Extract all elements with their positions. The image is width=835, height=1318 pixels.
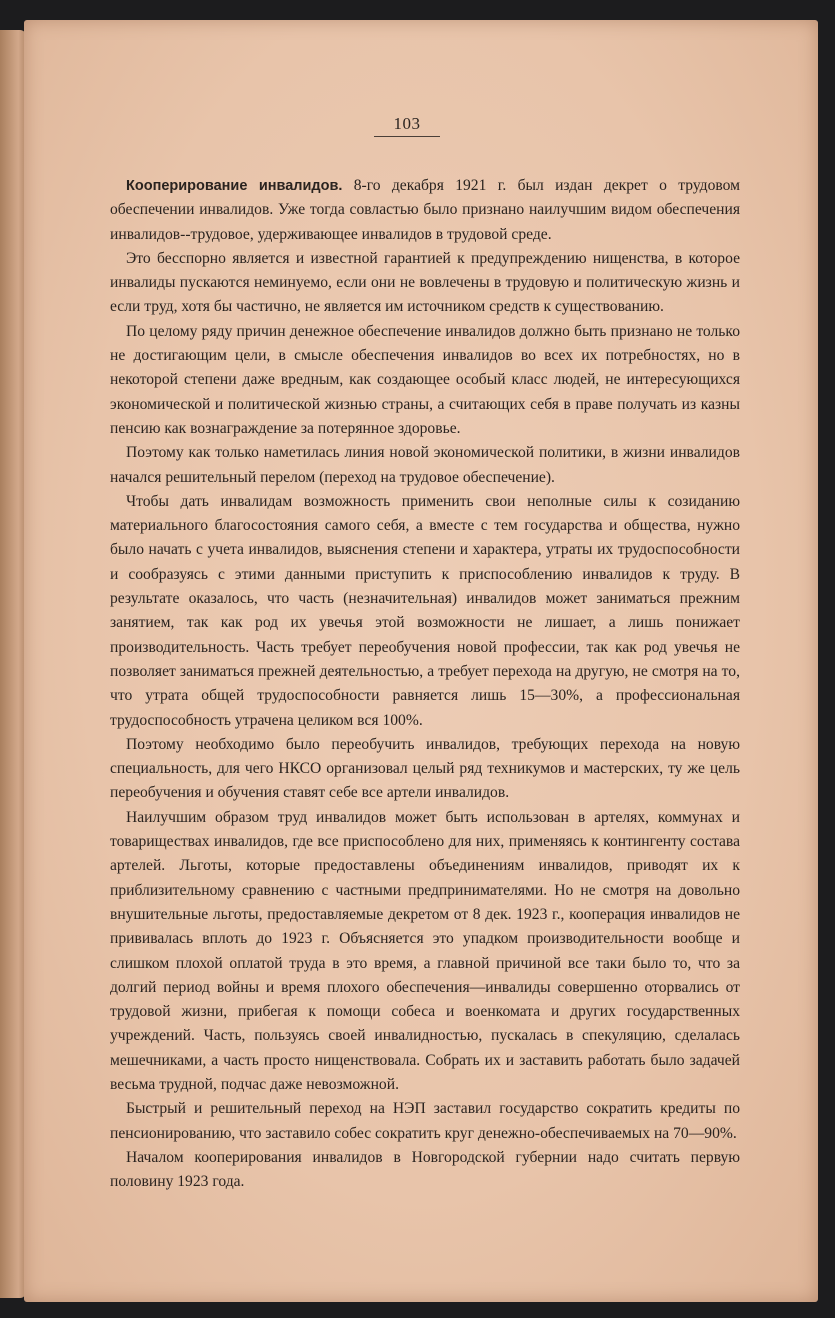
paragraph-9: Началом кооперирования инвалидов в Новгородской губернии надо считать первую половину 1923 года. (110, 1148, 740, 1191)
previous-page-edge (0, 30, 26, 1298)
section-heading: Кооперирование инвалидов. (126, 178, 343, 194)
paragraph-1-text: 8-го декабря 1921 г. был издан декрет о трудовом обеспечении инвалидов. Уже тогда совластью было признано наилучшим видом обеспечения инвалидов--трудовое, удерживающее инвалидов в трудовой среде. (110, 177, 740, 243)
book-page (24, 20, 818, 1302)
paragraph-6: Поэтому необходимо было переобучить инвалидов, требующих перехода на новую специальность, для чего НКСО организовал целый ряд техникумов и мастерских, ту же цель переобучения и обучения ставят себе все артели инвалидов. (110, 735, 740, 802)
paragraph-5: Чтобы дать инвалидам возможность применить свои неполные силы к созиданию материального благосостояния самого себя, а вместе с тем государства и общества, нужно было начать с учета инвалидов, выяснения степени и характера, утраты их трудоспособности и сообразуясь с этими данными приступить к приспособлению инвалидов к труду. В результате оказалось, что часть (незначительная) инвалидов может заниматься прежним занятием, так как род их увечья этой возможности не лишает, а лишь понижает производительность. Часть требует переобучения новой профессии, так как род увечья не позволяет заниматься прежней деятельностью, а требует перехода на другую, не смотря на то, что утрата общей трудоспособности равняется лишь 15—30%, а профессиональная трудоспособность утрачена целиком вся 100%. (110, 492, 740, 729)
page-text (110, 174, 740, 1194)
paragraph-4: Поэтому как только наметилась линия новой экономической политики, в жизни инвалидов начался решительный перелом (переход на трудовое обеспечение). (110, 444, 740, 486)
paragraph-3: По целому ряду причин денежное обеспечение инвалидов должно быть признано не только не достигающим цели, в смысле обеспечения инвалидов во всех их потребностях, но в некоторой степени даже вредным, как создающее особый класс людей, не интересующихся экономической и политической жизнью страны, а считающих себя в праве получать из казны пенсию как вознаграждение за потерянное здоровье. (110, 322, 740, 437)
paragraph-1 (110, 174, 740, 247)
paragraph-7: Наилучшим образом труд инвалидов может быть использован в артелях, коммунах и товариществах инвалидов, где все приспособлено для них, применяясь к контингенту состава артелей. Льготы, которые предоставлены объединениям инвалидов, приводят их к приблизительному сравнению с частными предпринимателями. Но не смотря на довольно внушительные льготы, предоставляемые декретом от 8 дек. 1923 г., кооперация инвалидов не прививалась вплоть до 1923 г. Объясняется это упадком производительности вообще и слишком плохой оплатой труда в это время, а главной причиной все таки было то, что за долгий период войны и время плохого обеспечения—инвалиды совершенно оторвались от трудовой жизни, прибегая к помощи собеса и военкомата и других государственных учреждений. Часть, пользуясь своей инвалидностью, пускалась в спекуляцию, сделалась мешечниками, а часть просто нищенствовала. Собрать их и заставить работать было задачей весьма трудной, подчас даже невозможной. (110, 808, 740, 1093)
page-number: 103 (374, 114, 440, 137)
paragraph-8: Быстрый и решительный переход на НЭП заставил государство сократить кредиты по пенсионированию, что заставило собес сократить круг денежно-обеспечиваемых на 70—90%. (110, 1100, 740, 1142)
paragraph-2: Это бесспорно является и известной гарантией к предупреждению нищенства, в которое инвалиды пускаются неминуемо, если они не вовлечены в трудовую и политическую жизнь и если труд, хотя бы частично, не является им источником средств к существованию. (110, 249, 740, 316)
